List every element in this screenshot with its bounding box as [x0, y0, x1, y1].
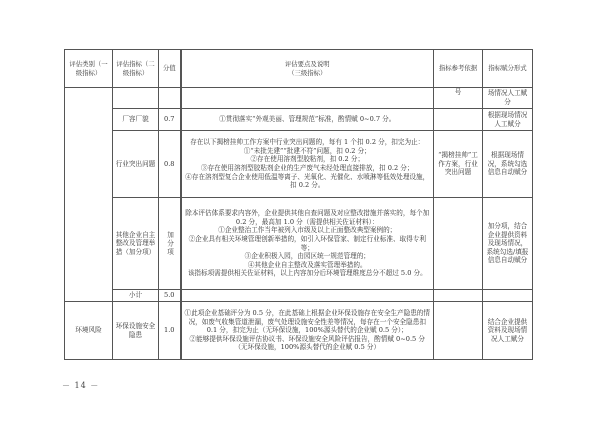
cell-reference: 号 — [434, 88, 483, 109]
header-level2: 评估指标（二级指标） — [113, 50, 159, 88]
point-item: 除本评估体系要求内容外，企业提供其他自查问题及对应整改措施并落实的，每个加 0.2 分，最高加 1.0 分（需提供相关佐证材料）： — [185, 209, 430, 226]
header-method: 指标赋分形式 — [483, 50, 533, 88]
cell-method: 根据现场情况人工赋分 — [483, 109, 533, 131]
cell-method: 场情况人工赋分 — [483, 88, 533, 109]
cell-method: 根据现场情况，系统勾选信息自动赋分 — [483, 131, 533, 198]
cell-points — [181, 109, 434, 131]
point-item: ②企业具有相关环境管理创新举措的，如引入环保管家、制定行业标准、取得专利等； — [188, 234, 426, 252]
point-item: ③存在使用溶剂型胶粘剂企业的生产废气未经处理直接排放，扣 0.2 分； — [201, 164, 414, 172]
table-row — [65, 109, 533, 131]
cell-score: 1.0 — [159, 302, 181, 360]
table-header-row — [65, 50, 533, 88]
cell-level2: 行业突出问题 — [113, 131, 159, 198]
evaluation-table — [64, 49, 533, 360]
subtotal-row — [65, 290, 533, 302]
cell-points — [181, 198, 434, 290]
cell-level2 — [113, 88, 159, 109]
cell-method: 加分项，结合企业提供资料及现场情况，系统勾选/填报信息自动赋分 — [483, 198, 533, 290]
cell-score — [159, 88, 181, 109]
point-item: ①企业整治工作当年被列入市级及以上正面整改典型案例的； — [218, 226, 397, 235]
cell-method — [483, 290, 533, 302]
page-number: － 14 － — [62, 381, 100, 390]
header-score: 分值 — [159, 50, 181, 88]
cell-method: 结合企业提供资料及现场情况人工赋分 — [483, 302, 533, 360]
table-row — [65, 131, 533, 198]
cell-score: 0.7 — [159, 109, 181, 131]
cell-level1: 环境风险 — [65, 302, 113, 360]
cell-level2: 其他企业自主整改及管理举措（加分项） — [113, 198, 159, 290]
point-item: ①此项企业基础评分为 0.5 分，在此基础上根据企业环保设施存在安全生产隐患的情况，如废气收集管道泄漏，废气处理设施安全性差等情况，每存在一个安全隐患扣 0.1 分，扣完为止（无环保设施，100%源头替代的企业赋 0.5 分）； — [184, 309, 430, 335]
point-item: 存在以下揭榜挂帅工作方案中行业突出问题的，每有 1 个扣 0.2 分，扣完为止： — [190, 138, 425, 147]
header-level1: 评估类别（一级指标） — [65, 50, 113, 88]
cell-reference — [434, 109, 483, 131]
header-points-title: 评估要点及说明 — [284, 59, 330, 68]
header-points — [181, 50, 434, 88]
point-item: ①“未批先建”“批建不符”问题，扣 0.2 分； — [243, 146, 371, 155]
point-item: 该指标项需提供相关佐证材料，以上内容加分后环境管理维度总分不超过 5.0 分。 — [187, 269, 427, 278]
point-item: ③企业积极入园，由园区统一规范管理的； — [244, 252, 370, 261]
cell-reference: “揭榜挂帅”工作方案，行业突出问题 — [434, 131, 483, 198]
cell-score: 加分项 — [159, 198, 181, 290]
cell-level2: 小计 — [113, 290, 159, 302]
cell-level1 — [65, 88, 113, 302]
cell-level2: 环保设施安全隐患 — [113, 302, 159, 360]
cell-reference — [434, 198, 483, 290]
cell-reference — [434, 290, 483, 302]
cell-points — [181, 290, 434, 302]
cell-reference — [434, 302, 483, 360]
cell-score: 0.8 — [159, 131, 181, 198]
cell-points — [181, 88, 434, 109]
point-item: ④其他企业自主整改及落实管理举措的。 — [247, 260, 367, 269]
table-row — [65, 88, 533, 109]
point-item: ②能够提供环保设施评估协议书、环保设施安全风险评估报告，酌情赋 0~0.5 分（无环保设施，100%源头替代的企业赋 0.5 分） — [189, 334, 425, 352]
cell-score: 5.0 — [159, 290, 181, 302]
cell-level2: 厂容厂貌 — [113, 109, 159, 131]
point-item: ④存在溶剂型复合企业使用低温等离子、光氧化、光催化、水喷淋等低效处理设施，扣 0.2 分。 — [185, 172, 430, 190]
point-item: ②存在使用溶剂型胶粘剂，扣 0.2 分； — [250, 155, 365, 164]
table-row — [65, 198, 533, 290]
point-item: ①贯彻落实“外观美丽、管理规范”标准，酌情赋 0~0.7 分。 — [219, 115, 396, 124]
header-reference: 指标参考依据 — [434, 50, 483, 88]
cell-points — [181, 131, 434, 198]
cell-points — [181, 302, 434, 360]
header-points-subtitle: （三级指标） — [288, 68, 327, 77]
table-row — [65, 302, 533, 360]
